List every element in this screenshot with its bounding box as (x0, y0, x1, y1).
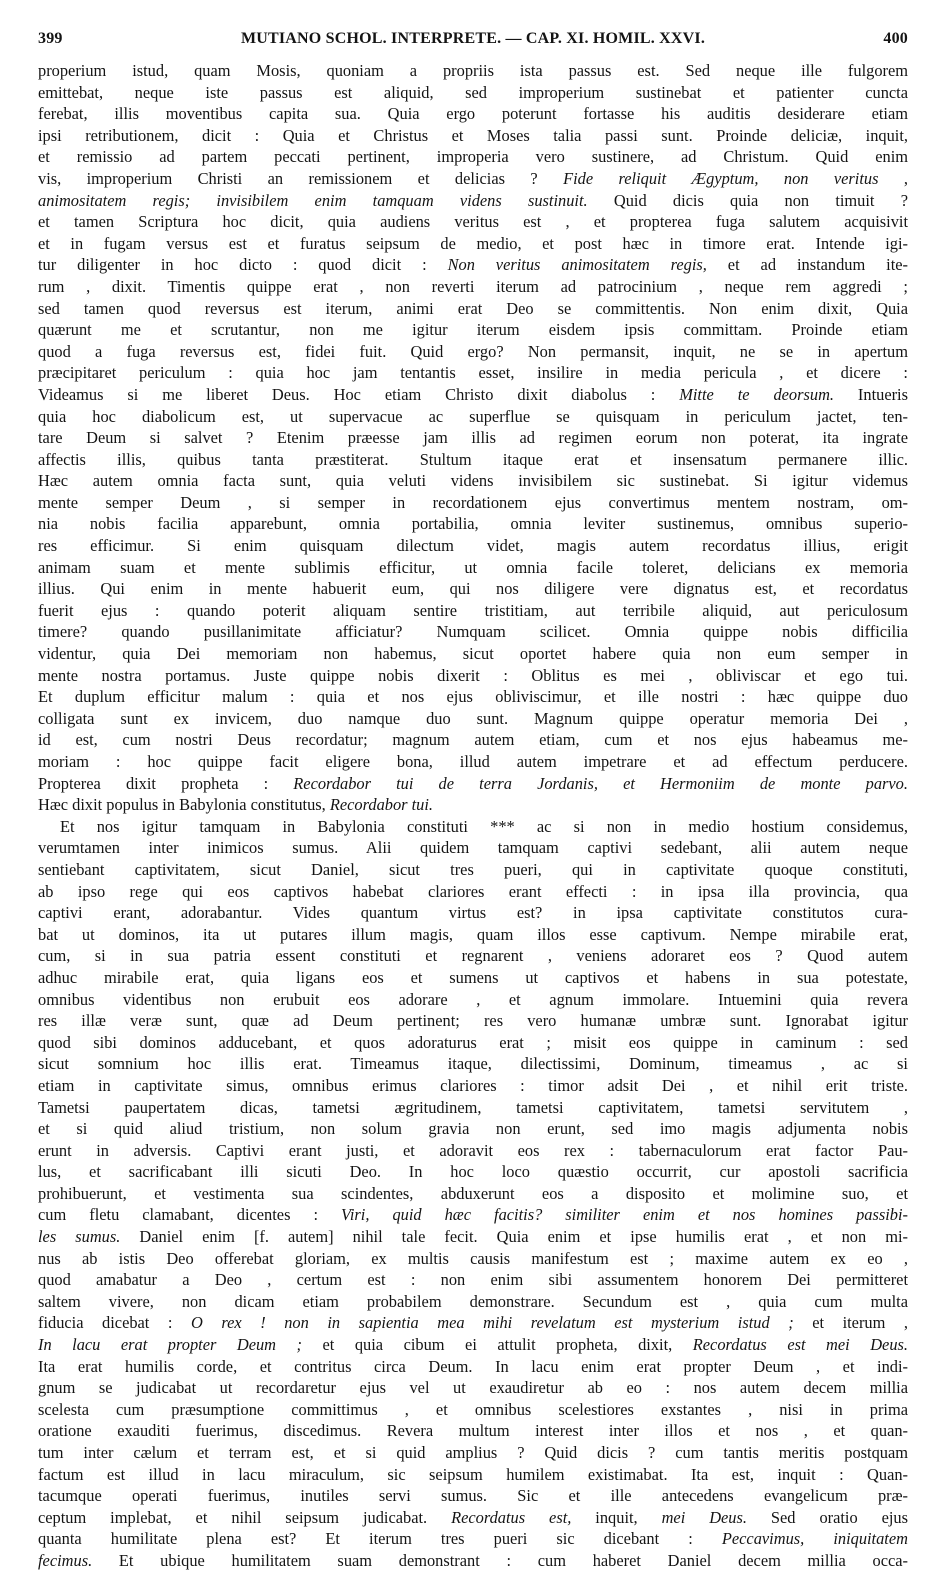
text-line: mente nostra portamus. Juste quippe nobis dixerit : Oblitus es mei , obliviscar et ego tui. (38, 665, 908, 685)
text-line: nus ab istis Deo offerebat gloriam, ex multis causis manifestum est ; maxime autem ex eo , (38, 1248, 908, 1268)
text-line: fecimus. Et ubique humilitatem suam demonstrant : cum haberet Daniel decem millia occa- (38, 1550, 908, 1570)
text-line: Ita erat humilis corde, et contritus circa Deum. In lacu enim erat propter Deum , et indi- (38, 1356, 908, 1376)
text-line: cum fletu clamabant, dicentes : Viri, quid hæc facitis? similiter enim et nos homines passibi- (38, 1205, 908, 1225)
text-line: res efficimur. Si enim quisquam dilectum videt, magis autem recordatus illius, erigit (38, 536, 908, 556)
left-page-number: 399 (38, 30, 63, 47)
text-line: Et nos igitur tamquam in Babylonia constituti *** ac si non in medio hostium considemus, (60, 816, 908, 836)
text-line: ipsi retributionem, dicit : Quia et Christus et Moses talia passi sunt. Proinde deliciæ, inquit, (38, 125, 908, 145)
text-line: colligata sunt ex invicem, duo namque duo sunt. Magnum quippe operatur memoria Dei , (38, 708, 908, 728)
text-line: ab ipso rege qui eos captivos habebat clariores erant effecti : in ipsa illa provincia, qua (38, 881, 908, 901)
text-line: præcipitaret periculum : quia hoc jam tentantis esset, insilire in media pericula , et dicere : (38, 363, 908, 383)
text-body (38, 60, 908, 1572)
text-line: quod sibi dominos adducebant, et quos adoraturus erat ; misit eos quippe in caminum : sed (38, 1032, 908, 1052)
text-line: et si quid aliud tristium, non solum gravia non erunt, sed imo magis adjumenta nobis (38, 1119, 908, 1139)
text-line: properium istud, quam Mosis, quoniam a propriis ista passus est. Sed neque ille fulgorem (38, 61, 908, 80)
text-line: cum, si in sua patria essent constituti et regnarent , veniens adoraret eos ? Quod autem (38, 946, 908, 966)
text-line: scelesta cum præsumptione committimus , et omnibus scelestiores exstantes , nisi in prima (38, 1399, 908, 1419)
text-line: oratione exauditi fuerimus, discedimus. Revera multum interest inter illos et nos , et quan- (38, 1421, 908, 1441)
text-line: verumtamen inter inimicos sumus. Alii quidem tamquam captivi sedebant, alii autem neque (38, 838, 908, 858)
running-header (38, 30, 908, 56)
text-line: erunt in adversis. Captivi erant justi, et adoravit eos rex : tabernaculorum erat factor Pau- (38, 1140, 908, 1160)
book-page (38, 30, 908, 1572)
text-line: animam suam et mente sublimis efficitur, ut omnia facile toleret, delicians ex memoria (38, 557, 908, 577)
text-line: etiam in captivitate simus, omnibus erimus clariores : timor adsit Dei , et nihil erit triste. (38, 1075, 908, 1095)
text-line: sentiebant captivitatem, sicut Daniel, sicut tres pueri, qui in captivitate quoque constituti, (38, 859, 908, 879)
text-line: res illæ veræ sunt, quæ ad Deum pertinent; res vero humanæ umbræ sunt. Ignorabat igitur (38, 1011, 908, 1031)
text-line: Tametsi paupertatem dicas, tametsi ægritudinem, tametsi captivitatem, tametsi servitutem , (38, 1097, 908, 1117)
text-line: quod a fuga reversus est, fidei fuit. Quid ergo? Non permansit, inquit, ne se in apertum (38, 341, 908, 361)
text-line: omnibus videntibus non erubuit eos adorare , et agnum immolare. Intuemini quia revera (38, 989, 908, 1009)
text-line: ferebat, illis moventibus capita sua. Quia ergo poterunt fortasse his auditis desiderare etiam (38, 104, 908, 124)
text-line: tum inter cælum et terram est, et si quid amplius ? Quid dicis ? cum tantis meritis postquam (38, 1443, 908, 1462)
paragraph (38, 60, 908, 816)
text-line: prohibuerunt, et vestimenta sua scindentes, abduxerunt eos a disposito et molimine suo, et (38, 1183, 908, 1203)
text-line: fuerit ejus : quando poterit aliquam sentire tristitiam, aut terribile aliquid, aut periculosum (38, 600, 908, 620)
text-line: illius. Qui enim in mente habuerit eum, qui nos diligere vere dignatus est, et recordatus (38, 579, 908, 599)
text-line: adhuc mirabile erat, quia ligans eos et sumens ut captivos et habens in sua potestate, (38, 967, 908, 987)
text-line: et in fugam versus est et furatus seipsum de medio, et post hæc in timore erat. Intende igi- (38, 233, 908, 253)
text-line: animositatem regis; invisibilem enim tamquam videns sustinuit. Quid dicis quia non timuit ? (38, 190, 908, 210)
text-line: Videamus si me liberet Deus. Hoc etiam Christo dixit diabolus : Mitte te deorsum. Intueris (38, 384, 908, 404)
text-line: Et duplum efficitur malum : quia et nos ejus obliviscimur, et ille nostri : hæc quippe duo (38, 687, 908, 707)
text-line: captivi erant, adorabantur. Vides quantum virtus est? in ipsa captivitate constitutos cura- (38, 903, 908, 923)
text-line: quod amabatur a Deo , certum est : non enim sibi assumentem honorem Dei permitteret (38, 1270, 908, 1290)
text-line: tur diligenter in hoc dicto : quod dicit : Non veritus animositatem regis, et ad instandum ite- (38, 255, 908, 275)
text-line: tacumque operati fuerimus, inutiles servi sumus. Sic et ille antecedens evangelicum præ- (38, 1486, 908, 1506)
running-title: MUTIANO SCHOL. INTERPRETE. — CAP. XI. HOMIL. XXVI. (240, 30, 706, 47)
text-line: quanta humilitate plena est? Et iterum tres pueri sic dicebant : Peccavimus, iniquitatem (38, 1529, 908, 1549)
paragraph (38, 816, 908, 1572)
right-page-number: 400 (883, 30, 908, 47)
text-line: nia nobis facilia apparebunt, omnia portabilia, omnia leviter sustinemus, omnibus superio- (38, 514, 908, 534)
text-line: sicut somnium hoc illis erat. Timeamus itaque, dilectissimi, Dominum, timeamus , ac si (38, 1054, 908, 1074)
text-line: lus, et sacrificabant illi sicuti Deo. In hoc loco quæstio occurrit, cur apostoli sacrificia (38, 1162, 908, 1182)
text-line: quærunt me et scrutantur, non me igitur iterum eisdem ipsis committam. Proinde etiam (38, 320, 908, 340)
text-line: factum est illud in lacu miraculum, sic seipsum humilem existimabat. Ita est, inquit : Quan- (38, 1464, 908, 1484)
text-line: Hæc autem omnia facta sunt, quia veluti videns invisibilem sic sustinebat. Si igitur videmus (38, 471, 908, 491)
text-line: emittebat, neque iste passus est aliquid, sed improperium sustinebat et patienter cuncta (38, 82, 908, 102)
text-line: et remissio ad partem peccati pertinent, improperia vero sustinere, ad Christum. Quid enim (38, 147, 908, 167)
text-line: In lacu erat propter Deum ; et quia cibum ei attulit propheta, dixit, Recordatus est mei Deus. (38, 1335, 908, 1355)
text-line: mente semper Deum , si semper in recordationem ejus convertimus mentem nostram, om- (38, 492, 908, 512)
text-line: les sumus. Daniel enim [f. autem] nihil tale fecit. Quia enim et ipse humilis erat , et non mi- (38, 1227, 908, 1247)
text-line: fiducia dicebat : O rex ! non in sapientia mea mihi revelatum est mysterium istud ; et iterum , (38, 1313, 908, 1333)
text-line: affectis illis, quibus tanta præstiterat. Stultum itaque erat et insensatum permanere illic. (38, 449, 908, 469)
text-line: moriam : hoc quippe facit eligere bona, illud autem impetrare et ad effectum perducere. (38, 752, 908, 771)
text-line: videntur, quia Dei memoriam non habemus, sicut oportet habere quia non eum semper in (38, 644, 908, 664)
text-line: et tamen Scriptura hoc dicit, quia audiens veritus est , et propterea fuga salutem acquisivit (38, 212, 908, 232)
text-line: quia hoc diabolicum est, ut supervacue ac superflue se quisquam in periculum jactet, ten- (38, 406, 908, 426)
text-line: Propterea dixit propheta : Recordabor tui de terra Jordanis, et Hermoniim de monte parvo. (38, 773, 908, 793)
text-line: rum , dixit. Timentis quippe erat , non reverti iterum ad patrocinium , neque rem aggredi ; (38, 276, 908, 296)
text-line: timere? quando pusillanimitate afficiatur? Numquam scilicet. Omnia quippe nobis difficilia (38, 622, 908, 642)
text-line: vis, improperium Christi an remissionem et delicias ? Fide reliquit Ægyptum, non veritus , (38, 168, 908, 188)
text-line: Hæc dixit populus in Babylonia constitutus, Recordabor tui. (38, 795, 434, 815)
text-line: gnum se judicabat ut recordaretur ejus vel ut exaudiretur ab eo : nos autem decem millia (38, 1378, 908, 1398)
text-line: saltem vivere, non dicam etiam probabilem demonstrare. Secundum est , quia cum multa (38, 1291, 908, 1311)
text-line: id est, cum nostri Deus recordatur; magnum autem etiam, cum et nos ejus habeamus me- (38, 730, 908, 750)
text-line: tare Deum si salvet ? Etenim præesse jam illis ad regimen eorum non poterat, ita ingrate (38, 428, 908, 448)
text-line: ceptum implebat, et nihil seipsum judicabat. Recordatus est, inquit, mei Deus. Sed oratio ejus (38, 1507, 908, 1527)
text-line: bat ut dominos, ita ut putares illum magis, quam illos esse captivum. Nempe mirabile erat, (38, 924, 908, 944)
text-line: sed tamen quod reversus est iterum, animi erat Deo se committentis. Non enim dixit, Quia (38, 298, 908, 318)
